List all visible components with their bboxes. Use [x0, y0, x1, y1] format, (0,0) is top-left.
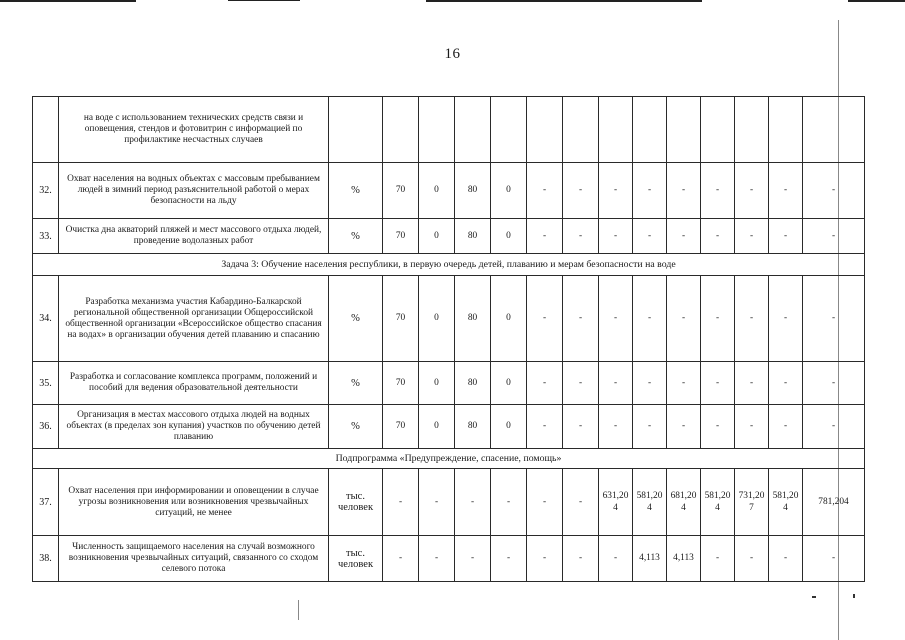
- indicator-description: Численность защищаемого населения на случай возможного возникновения чрезвычайных ситуаций, связанного со сходом селевого потока: [59, 536, 329, 582]
- row-number: 32.: [33, 163, 59, 219]
- value-cell: [491, 97, 527, 163]
- value-cell: -: [599, 362, 633, 405]
- value-cell: [527, 97, 563, 163]
- value-cell: -: [633, 163, 667, 219]
- indicator-description: Очистка дна акваторий пляжей и мест массового отдыха людей, проведение водолазных работ: [59, 219, 329, 254]
- value-cell: 0: [419, 276, 455, 362]
- page-number: 16: [444, 46, 461, 62]
- value-cell: 70: [383, 219, 419, 254]
- value-cell: -: [701, 219, 735, 254]
- value-cell: -: [735, 405, 769, 449]
- table-row: [33, 405, 865, 449]
- value-cell: 70: [383, 405, 419, 449]
- value-cell: 80: [455, 163, 491, 219]
- value-cell: 581,204: [769, 469, 803, 536]
- value-cell: -: [527, 163, 563, 219]
- value-cell: -: [735, 362, 769, 405]
- value-cell: -: [563, 219, 599, 254]
- table-row: [33, 219, 865, 254]
- indicator-description: Разработка механизма участия Кабардино-Балкарской региональной общественной организации Общероссийской общественной организации «Всероссийское общество спасания на водах» в организации обучения детей плаванию и спасанию: [59, 276, 329, 362]
- value-cell: -: [633, 362, 667, 405]
- unit-cell: тыс. человек: [329, 469, 383, 536]
- indicator-description: Организация в местах массового отдыха людей на водных объектах (в пределах зон купания) участков по обучению детей плаванию: [59, 405, 329, 449]
- section-row: [33, 254, 865, 276]
- value-cell: -: [667, 219, 701, 254]
- value-cell: -: [527, 405, 563, 449]
- value-cell: 581,204: [633, 469, 667, 536]
- value-cell: -: [527, 219, 563, 254]
- value-cell: -: [599, 536, 633, 582]
- unit-cell: [329, 97, 383, 163]
- top-rule-3: [426, 0, 702, 2]
- value-cell: -: [667, 276, 701, 362]
- value-cell: -: [491, 469, 527, 536]
- section-row: [33, 449, 865, 469]
- value-cell: -: [527, 469, 563, 536]
- value-cell: -: [735, 163, 769, 219]
- value-cell: -: [491, 536, 527, 582]
- row-number: 33.: [33, 219, 59, 254]
- section-heading: Задача 3: Обучение населения республики, в первую очередь детей, плаванию и мерам безопасности на воде: [33, 254, 865, 276]
- value-cell: -: [599, 163, 633, 219]
- table-row: [33, 536, 865, 582]
- value-cell: 70: [383, 362, 419, 405]
- table-row: [33, 469, 865, 536]
- value-cell: -: [769, 362, 803, 405]
- value-cell: -: [803, 163, 865, 219]
- value-cell: -: [419, 536, 455, 582]
- unit-cell: %: [329, 163, 383, 219]
- row-number: 37.: [33, 469, 59, 536]
- unit-cell: %: [329, 362, 383, 405]
- value-cell: -: [667, 405, 701, 449]
- row-number: 38.: [33, 536, 59, 582]
- unit-cell: %: [329, 405, 383, 449]
- value-cell: -: [633, 276, 667, 362]
- value-cell: -: [633, 219, 667, 254]
- value-cell: 80: [455, 276, 491, 362]
- value-cell: -: [803, 276, 865, 362]
- value-cell: [667, 97, 701, 163]
- value-cell: 0: [419, 405, 455, 449]
- value-cell: -: [599, 219, 633, 254]
- indicator-description: на воде с использованием технических средств связи и оповещения, стендов и фотовитрин с информацией по профилактике несчастных случаев: [59, 97, 329, 163]
- value-cell: -: [633, 405, 667, 449]
- value-cell: 80: [455, 362, 491, 405]
- row-number: 35.: [33, 362, 59, 405]
- section-heading: Подпрограмма «Предупреждение, спасение, помощь»: [33, 449, 865, 469]
- value-cell: [599, 97, 633, 163]
- value-cell: 0: [491, 362, 527, 405]
- value-cell: -: [701, 362, 735, 405]
- indicator-description: Разработка и согласование комплекса программ, положений и пособий для ведения образовательной деятельности: [59, 362, 329, 405]
- value-cell: -: [599, 405, 633, 449]
- value-cell: -: [667, 163, 701, 219]
- scan-mark: [812, 596, 816, 598]
- value-cell: 4,113: [633, 536, 667, 582]
- value-cell: [735, 97, 769, 163]
- value-cell: -: [455, 469, 491, 536]
- value-cell: 0: [491, 276, 527, 362]
- top-rule-4: [848, 0, 905, 2]
- value-cell: 70: [383, 276, 419, 362]
- value-cell: -: [803, 362, 865, 405]
- indicators-table: [32, 96, 865, 582]
- value-cell: [383, 97, 419, 163]
- value-cell: 80: [455, 219, 491, 254]
- value-cell: 0: [419, 219, 455, 254]
- value-cell: 0: [419, 362, 455, 405]
- value-cell: 581,204: [701, 469, 735, 536]
- value-cell: -: [527, 362, 563, 405]
- value-cell: 631,204: [599, 469, 633, 536]
- value-cell: [563, 97, 599, 163]
- value-cell: -: [769, 163, 803, 219]
- top-rule-1: [0, 0, 136, 2]
- value-cell: -: [735, 219, 769, 254]
- row-number: 34.: [33, 276, 59, 362]
- fold-line: [298, 600, 299, 620]
- value-cell: -: [527, 536, 563, 582]
- unit-cell: %: [329, 219, 383, 254]
- scan-mark: [853, 594, 855, 598]
- row-number: [33, 97, 59, 163]
- value-cell: -: [769, 276, 803, 362]
- value-cell: [633, 97, 667, 163]
- value-cell: -: [701, 276, 735, 362]
- value-cell: [803, 97, 865, 163]
- value-cell: [455, 97, 491, 163]
- value-cell: 0: [419, 163, 455, 219]
- top-rule-2: [228, 0, 300, 1]
- value-cell: -: [419, 469, 455, 536]
- value-cell: -: [563, 469, 599, 536]
- value-cell: [701, 97, 735, 163]
- value-cell: -: [803, 536, 865, 582]
- value-cell: 781,204: [803, 469, 865, 536]
- value-cell: -: [383, 536, 419, 582]
- value-cell: -: [735, 536, 769, 582]
- value-cell: 0: [491, 219, 527, 254]
- value-cell: -: [563, 276, 599, 362]
- table-row: [33, 276, 865, 362]
- value-cell: -: [769, 405, 803, 449]
- unit-cell: %: [329, 276, 383, 362]
- value-cell: [769, 97, 803, 163]
- value-cell: -: [803, 405, 865, 449]
- value-cell: -: [769, 219, 803, 254]
- table-row: [33, 362, 865, 405]
- value-cell: -: [803, 219, 865, 254]
- value-cell: 681,204: [667, 469, 701, 536]
- value-cell: -: [735, 276, 769, 362]
- value-cell: -: [667, 362, 701, 405]
- value-cell: -: [563, 362, 599, 405]
- value-cell: -: [701, 405, 735, 449]
- table-row: [33, 97, 865, 163]
- value-cell: -: [563, 536, 599, 582]
- value-cell: 80: [455, 405, 491, 449]
- value-cell: -: [563, 163, 599, 219]
- value-cell: [419, 97, 455, 163]
- indicator-description: Охват населения на водных объектах с массовым пребыванием людей в зимний период разъяснительной работой о мерах безопасности на льду: [59, 163, 329, 219]
- value-cell: -: [455, 536, 491, 582]
- value-cell: 0: [491, 405, 527, 449]
- value-cell: 4,113: [667, 536, 701, 582]
- table-row: [33, 163, 865, 219]
- value-cell: -: [769, 536, 803, 582]
- value-cell: 0: [491, 163, 527, 219]
- value-cell: -: [383, 469, 419, 536]
- indicator-description: Охват населения при информировании и оповещении в случае угрозы возникновения или возникновения чрезвычайных ситуаций, не менее: [59, 469, 329, 536]
- value-cell: 731,207: [735, 469, 769, 536]
- value-cell: 70: [383, 163, 419, 219]
- unit-cell: тыс. человек: [329, 536, 383, 582]
- value-cell: -: [527, 276, 563, 362]
- value-cell: -: [701, 163, 735, 219]
- value-cell: -: [599, 276, 633, 362]
- row-number: 36.: [33, 405, 59, 449]
- value-cell: -: [701, 536, 735, 582]
- value-cell: -: [563, 405, 599, 449]
